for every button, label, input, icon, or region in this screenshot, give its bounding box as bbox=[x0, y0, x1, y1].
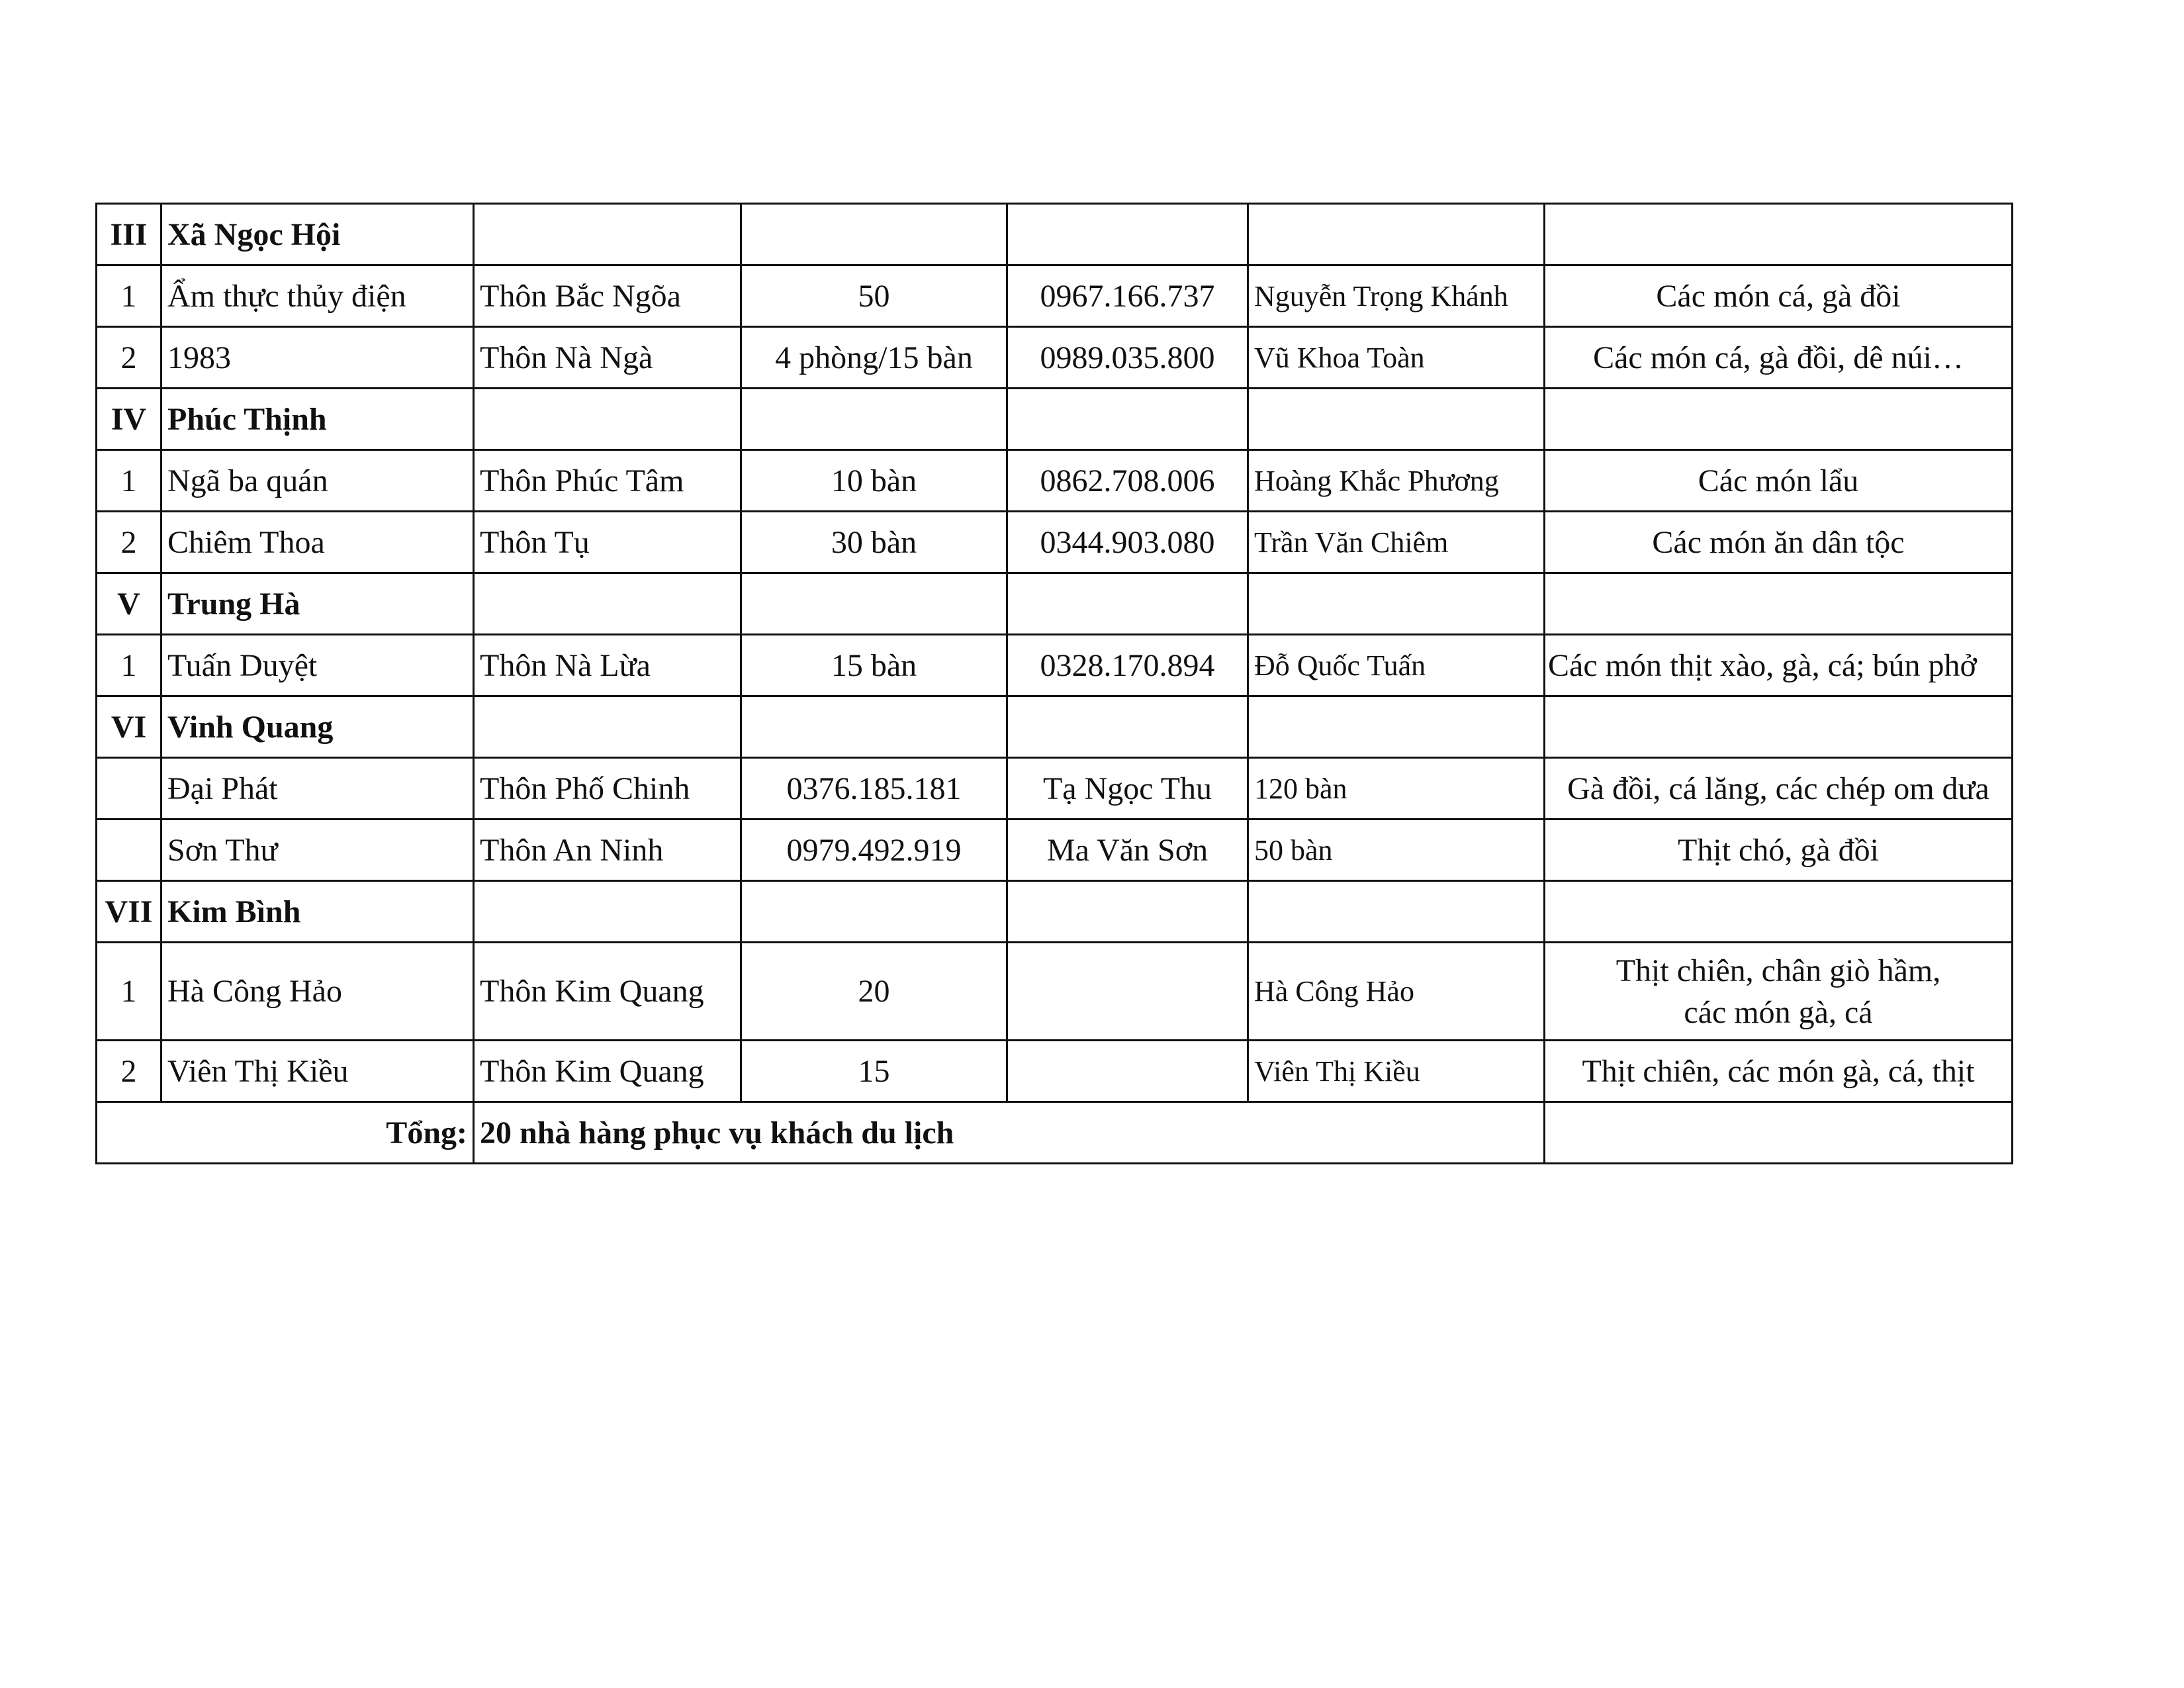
dishes: Thịt chiên, các món gà, cá, thịt bbox=[1545, 1041, 2013, 1102]
phone: 0967.166.737 bbox=[1007, 265, 1248, 327]
restaurant-name: Đại Phát bbox=[161, 758, 474, 820]
table-row bbox=[97, 327, 2013, 389]
address: Thôn Nà Ngà bbox=[474, 327, 741, 389]
empty-cell bbox=[474, 573, 741, 635]
address: Thôn Nà Lừa bbox=[474, 635, 741, 696]
empty-cell bbox=[1545, 204, 2013, 265]
capacity: 15 bàn bbox=[741, 635, 1007, 696]
empty-cell bbox=[474, 696, 741, 758]
owner: Vũ Khoa Toàn bbox=[1248, 327, 1545, 389]
dishes: Các món ăn dân tộc bbox=[1545, 512, 2013, 573]
table-row bbox=[97, 820, 2013, 881]
table-row bbox=[97, 1041, 2013, 1102]
empty-cell bbox=[1007, 204, 1248, 265]
section-numeral: VII bbox=[97, 881, 161, 943]
address: Thôn Phố Chinh bbox=[474, 758, 741, 820]
owner: 120 bàn bbox=[1248, 758, 1545, 820]
dishes-line-1: Thịt chiên, chân giò hầm, bbox=[1615, 953, 1941, 988]
section-numeral: IV bbox=[97, 389, 161, 450]
section-name: Vinh Quang bbox=[161, 696, 474, 758]
phone: 0862.708.006 bbox=[1007, 450, 1248, 512]
row-number: 2 bbox=[97, 327, 161, 389]
dishes: Gà đồi, cá lăng, các chép om dưa bbox=[1545, 758, 2013, 820]
table-row bbox=[97, 943, 2013, 1041]
section-name: Kim Bình bbox=[161, 881, 474, 943]
empty-cell bbox=[1248, 573, 1545, 635]
empty-cell bbox=[1248, 389, 1545, 450]
empty-cell bbox=[1007, 573, 1248, 635]
owner: Trần Văn Chiêm bbox=[1248, 512, 1545, 573]
section-name: Phúc Thịnh bbox=[161, 389, 474, 450]
section-row bbox=[97, 204, 2013, 265]
address: Thôn Bắc Ngõa bbox=[474, 265, 741, 327]
row-number bbox=[97, 820, 161, 881]
address: Thôn An Ninh bbox=[474, 820, 741, 881]
section-row bbox=[97, 881, 2013, 943]
empty-cell bbox=[1545, 1102, 2013, 1164]
phone bbox=[1007, 1041, 1248, 1102]
row-number: 1 bbox=[97, 450, 161, 512]
empty-cell bbox=[741, 204, 1007, 265]
row-number: 1 bbox=[97, 265, 161, 327]
row-number bbox=[97, 758, 161, 820]
dishes: Các món thịt xào, gà, cá; bún phở bbox=[1545, 635, 2013, 696]
phone: Tạ Ngọc Thu bbox=[1007, 758, 1248, 820]
phone: 0344.903.080 bbox=[1007, 512, 1248, 573]
restaurant-name: 1983 bbox=[161, 327, 474, 389]
dishes: Các món cá, gà đồi, dê núi… bbox=[1545, 327, 2013, 389]
owner: Hà Công Hảo bbox=[1248, 943, 1545, 1041]
capacity: 4 phòng/15 bàn bbox=[741, 327, 1007, 389]
row-number: 2 bbox=[97, 1041, 161, 1102]
empty-cell bbox=[741, 573, 1007, 635]
section-numeral: V bbox=[97, 573, 161, 635]
dishes-line-2: các món gà, cá bbox=[1684, 994, 1873, 1030]
phone: 0328.170.894 bbox=[1007, 635, 1248, 696]
table-row bbox=[97, 265, 2013, 327]
section-numeral: III bbox=[97, 204, 161, 265]
owner: Nguyễn Trọng Khánh bbox=[1248, 265, 1545, 327]
phone bbox=[1007, 943, 1248, 1041]
empty-cell bbox=[474, 204, 741, 265]
empty-cell bbox=[474, 881, 741, 943]
address: Thôn Kim Quang bbox=[474, 1041, 741, 1102]
capacity: 20 bbox=[741, 943, 1007, 1041]
empty-cell bbox=[1248, 204, 1545, 265]
section-row bbox=[97, 696, 2013, 758]
phone: Ma Văn Sơn bbox=[1007, 820, 1248, 881]
restaurant-name: Chiêm Thoa bbox=[161, 512, 474, 573]
empty-cell bbox=[1007, 696, 1248, 758]
address: Thôn Phúc Tâm bbox=[474, 450, 741, 512]
address: Thôn Tụ bbox=[474, 512, 741, 573]
empty-cell bbox=[1545, 881, 2013, 943]
section-numeral: VI bbox=[97, 696, 161, 758]
owner: Đỗ Quốc Tuấn bbox=[1248, 635, 1545, 696]
restaurant-name: Sơn Thư bbox=[161, 820, 474, 881]
owner: 50 bàn bbox=[1248, 820, 1545, 881]
table-row bbox=[97, 635, 2013, 696]
capacity: 50 bbox=[741, 265, 1007, 327]
table-row bbox=[97, 758, 2013, 820]
empty-cell bbox=[1248, 696, 1545, 758]
empty-cell bbox=[1248, 881, 1545, 943]
section-row bbox=[97, 389, 2013, 450]
total-row bbox=[97, 1102, 2013, 1164]
capacity: 30 bàn bbox=[741, 512, 1007, 573]
dishes bbox=[1545, 943, 2013, 1041]
empty-cell bbox=[1545, 696, 2013, 758]
section-name: Xã Ngọc Hội bbox=[161, 204, 474, 265]
restaurant-table bbox=[95, 203, 2013, 1164]
total-label: Tổng: bbox=[97, 1102, 474, 1164]
capacity: 0979.492.919 bbox=[741, 820, 1007, 881]
total-value: 20 nhà hàng phục vụ khách du lịch bbox=[474, 1102, 1545, 1164]
section-row bbox=[97, 573, 2013, 635]
capacity: 10 bàn bbox=[741, 450, 1007, 512]
phone: 0989.035.800 bbox=[1007, 327, 1248, 389]
restaurant-name: Ẩm thực thủy điện bbox=[161, 265, 474, 327]
capacity: 0376.185.181 bbox=[741, 758, 1007, 820]
restaurant-name: Hà Công Hảo bbox=[161, 943, 474, 1041]
dishes: Thịt chó, gà đồi bbox=[1545, 820, 2013, 881]
restaurant-name: Viên Thị Kiều bbox=[161, 1041, 474, 1102]
empty-cell bbox=[1007, 881, 1248, 943]
restaurant-name: Ngã ba quán bbox=[161, 450, 474, 512]
owner: Hoàng Khắc Phương bbox=[1248, 450, 1545, 512]
empty-cell bbox=[741, 881, 1007, 943]
row-number: 2 bbox=[97, 512, 161, 573]
row-number: 1 bbox=[97, 943, 161, 1041]
owner: Viên Thị Kiều bbox=[1248, 1041, 1545, 1102]
dishes: Các món lẩu bbox=[1545, 450, 2013, 512]
empty-cell bbox=[1007, 389, 1248, 450]
table-row bbox=[97, 512, 2013, 573]
row-number: 1 bbox=[97, 635, 161, 696]
capacity: 15 bbox=[741, 1041, 1007, 1102]
restaurant-name: Tuấn Duyệt bbox=[161, 635, 474, 696]
empty-cell bbox=[474, 389, 741, 450]
address: Thôn Kim Quang bbox=[474, 943, 741, 1041]
section-name: Trung Hà bbox=[161, 573, 474, 635]
empty-cell bbox=[1545, 573, 2013, 635]
dishes: Các món cá, gà đồi bbox=[1545, 265, 2013, 327]
empty-cell bbox=[1545, 389, 2013, 450]
empty-cell bbox=[741, 696, 1007, 758]
empty-cell bbox=[741, 389, 1007, 450]
table-row bbox=[97, 450, 2013, 512]
